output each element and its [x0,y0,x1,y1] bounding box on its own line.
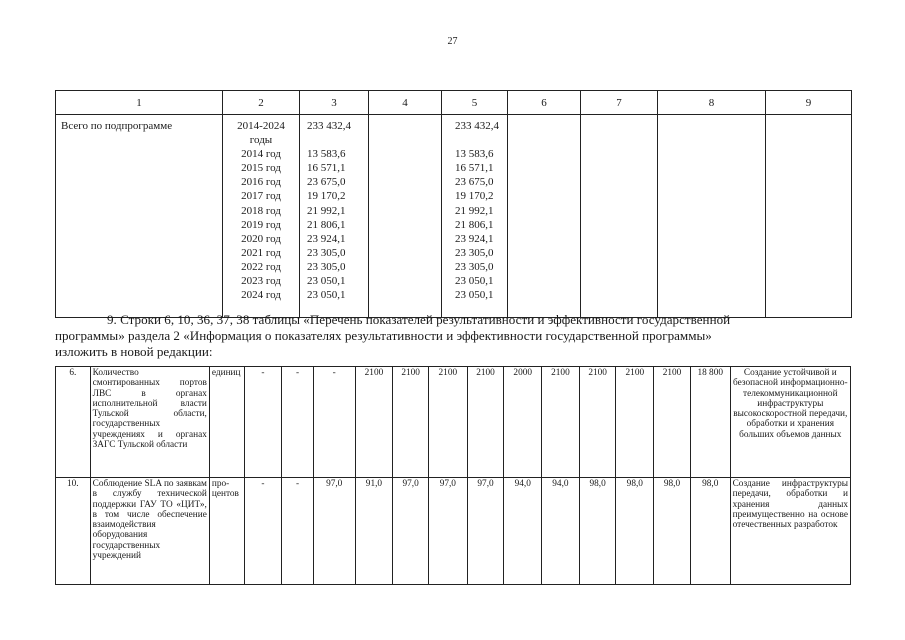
value-cell: 97,0 [313,478,355,585]
value-cell: 98,0 [654,478,691,585]
goal-cell: Создание устойчивой и безопасной информационно-телекоммуникационной инфраструктуры высокоскоростной передачи, обработки и хранения больших объемов данных [730,367,850,478]
year-value: 23 675,0 [455,176,494,189]
year-label: 2022 год [241,260,281,273]
year-label: 2019 год [241,218,281,231]
column-header: 7 [581,91,658,115]
row-number: 10. [56,478,91,585]
year-value: 23 675,0 [307,176,346,189]
year-value: 19 170,2 [307,190,346,203]
subprogram-total-table [55,90,852,318]
regional-funding-column [442,115,508,318]
year-value: 21 992,1 [307,204,346,217]
total-cell: 98,0 [690,478,730,585]
column-header: 1 [56,91,223,115]
value-cell: - [313,367,355,478]
paragraph-line: 9. Строки 6, 10, 36, 37, 38 таблицы «Перечень показателей результативности и эффективности государственной [107,312,731,327]
year-value: 21 806,1 [307,218,346,231]
table-header-row [56,91,852,115]
year-value: 23 924,1 [455,232,494,245]
empty-cell [766,115,852,318]
value-cell: 97,0 [393,478,429,585]
column-header: 2 [223,91,300,115]
year-value: 23 050,1 [455,289,494,302]
year-value: 13 583,6 [307,148,346,161]
period-column [223,115,300,318]
paragraph-line: изложить в новой редакции: [55,344,213,359]
total-funding-column [300,115,369,318]
year-value: 23 305,0 [307,246,346,259]
empty-cell [508,115,581,318]
value-cell: 2100 [428,367,467,478]
year-value: 19 170,2 [455,190,494,203]
year-value: 16 571,1 [307,162,346,175]
value-cell: 2100 [467,367,504,478]
value-cell: 2100 [393,367,429,478]
column-header: 6 [508,91,581,115]
value-cell: 98,0 [579,478,616,585]
value-cell: 2100 [579,367,616,478]
unit-cell: единиц [209,367,244,478]
year-label: 2021 год [241,246,281,259]
goal-cell: Создание инфраструктуры передачи, обработки и хранения данных преимущественно на основе отечественных разработок [730,478,850,585]
year-value: 23 050,1 [455,275,494,288]
row-number: 6. [56,367,91,478]
value-cell: 97,0 [428,478,467,585]
column-header: 8 [658,91,766,115]
value-cell: 98,0 [616,478,654,585]
value-cell: 2100 [542,367,580,478]
year-value: 13 583,6 [455,148,494,161]
row-label: Всего по подпрограмме [56,115,223,318]
total-value: 233 432,4 [307,120,351,132]
value-cell: - [282,367,314,478]
empty-cell [658,115,766,318]
year-value: 23 305,0 [455,246,494,259]
column-header: 9 [766,91,852,115]
year-value: 23 305,0 [307,260,346,273]
year-label: 2015 год [241,162,281,175]
value-cell: 94,0 [542,478,580,585]
year-label: 2018 год [241,204,281,217]
table-row [56,478,851,585]
value-cell: 2100 [616,367,654,478]
value-cell: 2100 [355,367,393,478]
table-row [56,115,852,318]
year-label: 2017 год [241,190,281,203]
value-cell: - [244,367,282,478]
table-row [56,367,851,478]
year-label: 2023 год [241,275,281,288]
year-label: 2024 год [241,289,281,302]
indicators-table [55,366,851,585]
year-value: 23 924,1 [307,232,346,245]
total-cell: 18 800 [690,367,730,478]
value-cell: 2000 [504,367,542,478]
period-range: 2014-2024 [237,120,285,132]
year-value: 23 305,0 [455,260,494,273]
amendment-paragraph [55,312,851,360]
value-cell: 91,0 [355,478,393,585]
period-unit: годы [249,134,273,147]
empty-cell [369,115,442,318]
column-header: 3 [300,91,369,115]
value-cell: - [282,478,314,585]
year-value: 16 571,1 [455,162,494,175]
value-cell: 94,0 [504,478,542,585]
value-cell: 97,0 [467,478,504,585]
total-value: 233 432,4 [455,120,499,132]
column-header: 5 [442,91,508,115]
year-label: 2014 год [241,148,281,161]
indicator-name: Соблюдение SLA по заявкам в службу технической поддержки ГАУ ТО «ЦИТ», в том числе обеспечение взаимодействия оборудования государственных учреждений [90,478,209,585]
column-header: 4 [369,91,442,115]
year-value: 21 806,1 [455,218,494,231]
unit-cell: про-центов [209,478,244,585]
paragraph-line: программы» раздела 2 «Информация о показателях результативности и эффективности государственной программы» [55,328,712,343]
year-value: 23 050,1 [307,289,346,302]
value-cell: 2100 [654,367,691,478]
year-label: 2020 год [241,232,281,245]
indicator-name: Количество смонтированных портов ЛВС в органах исполнительной власти Тульской области, государственных учреждениях и органах ЗАГС Тульской области [90,367,209,478]
year-label: 2016 год [241,176,281,189]
empty-cell [581,115,658,318]
year-value: 23 050,1 [307,275,346,288]
year-value: 21 992,1 [455,204,494,217]
page-number: 27 [447,36,458,47]
value-cell: - [244,478,282,585]
